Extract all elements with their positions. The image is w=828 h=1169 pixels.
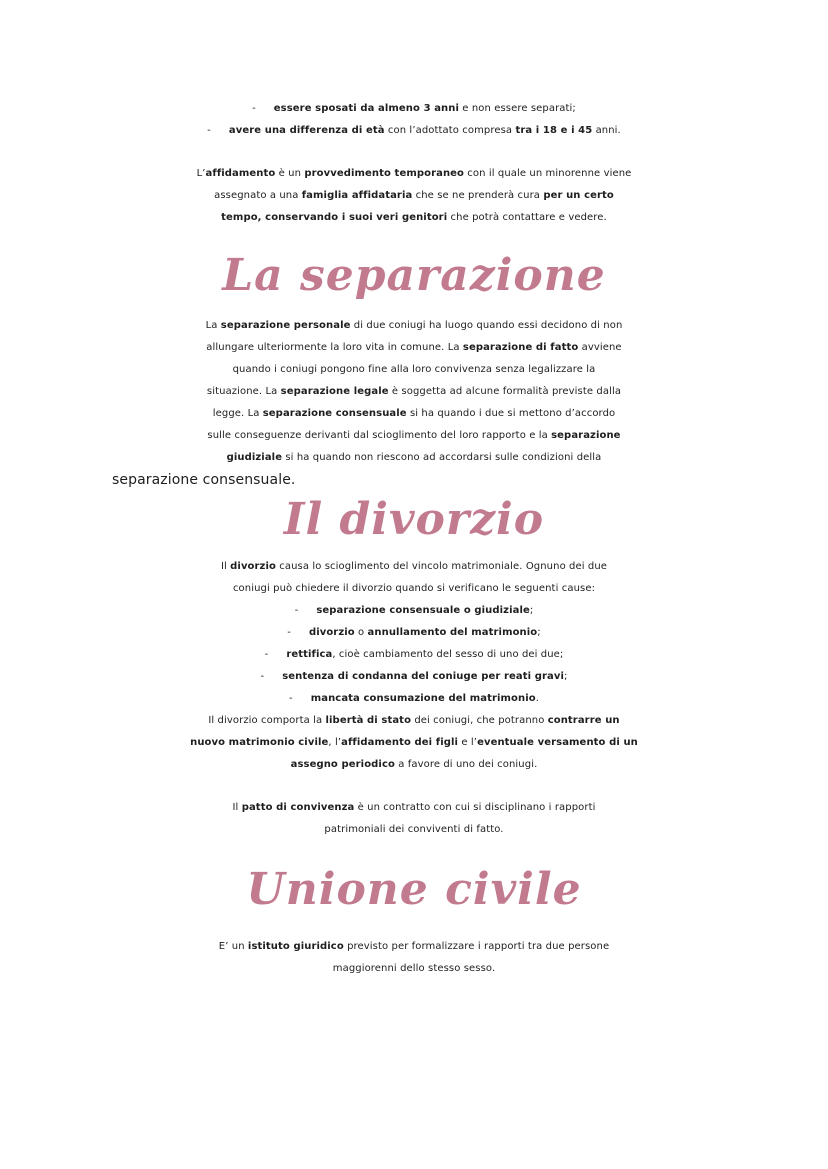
section-heading-divorzio: Il divorzio <box>283 494 545 545</box>
document-page: - essere sposati da almeno 3 anni e non essere separati; - avere una differenza di età con l’adottato compresa tra i 18 e i 45 anni. L’affidamento è un provvedimento temporaneo con il quale un minorenne viene assegnato a una famiglia affidataria che se ne prenderà cura per un certo tempo, conservando i suoi veri genitori che potrà contattare e vedere. La separazione La separazione personale di due coniugi ha luogo quando essi decidono di non allungare ulteriormente la loro vita in comune. La separazione di fatto avviene quando i coniugi pongono fine alla loro convivenza senza legalizzare la situazione. La separazione legale è soggetta ad alcune formalità previste dalla legge. La separazione consensuale si ha quando i due si mettono d’accordo sulle conseguenze derivanti dal scioglimento del loro rapporto e la separazione giudiziale si ha quando non riescono ad accordarsi sulle condizioni della separazione consensuale. Il divorzio Il divorzio causa lo scioglimento del vincolo matrimoniale. Ognuno dei due coniugi può chiedere il divorzio quando si verificano le seguenti cause: - separazione consensuale o giudiziale; - divorzio o annullamento del matrimonio; - rettifica, cioè cambiamento del sesso di uno dei due; - sentenza di condanna del coniuge per reati gravi; - mancata consumazione del matrimonio. Il divorzio comporta la libertà di stato dei coniugi, che potranno contrarre un nuovo matrimonio civile, l’affidamento dei figli e l’eventuale versamento di un assegno periodico a favore di uno dei coniugi. Il patto di convivenza è un contratto con cui si disciplinano i rapporti patrimoniali dei conviventi di fatto. Unione civile E’ un istituto giuridico previsto per formalizzare i rapporti tra due persone maggiorenni dello stesso sesso. <box>0 0 828 1169</box>
list-item: - rettifica, cioè cambiamento del sesso di uno dei due; <box>264 649 564 660</box>
section-heading-unione-civile: Unione civile <box>246 864 582 915</box>
section-heading-separazione: La separazione <box>222 250 606 301</box>
list-item: - avere una differenza di età con l’adottato compresa tra i 18 e i 45 anni. <box>207 125 621 136</box>
list-item: - sentenza di condanna del coniuge per reati gravi; <box>260 671 568 682</box>
list-item: - essere sposati da almeno 3 anni e non essere separati; <box>252 103 576 114</box>
list-item: - divorzio o annullamento del matrimonio; <box>287 627 541 638</box>
list-item: - separazione consensuale o giudiziale; <box>294 605 534 616</box>
list-item: - mancata consumazione del matrimonio. <box>289 693 539 704</box>
